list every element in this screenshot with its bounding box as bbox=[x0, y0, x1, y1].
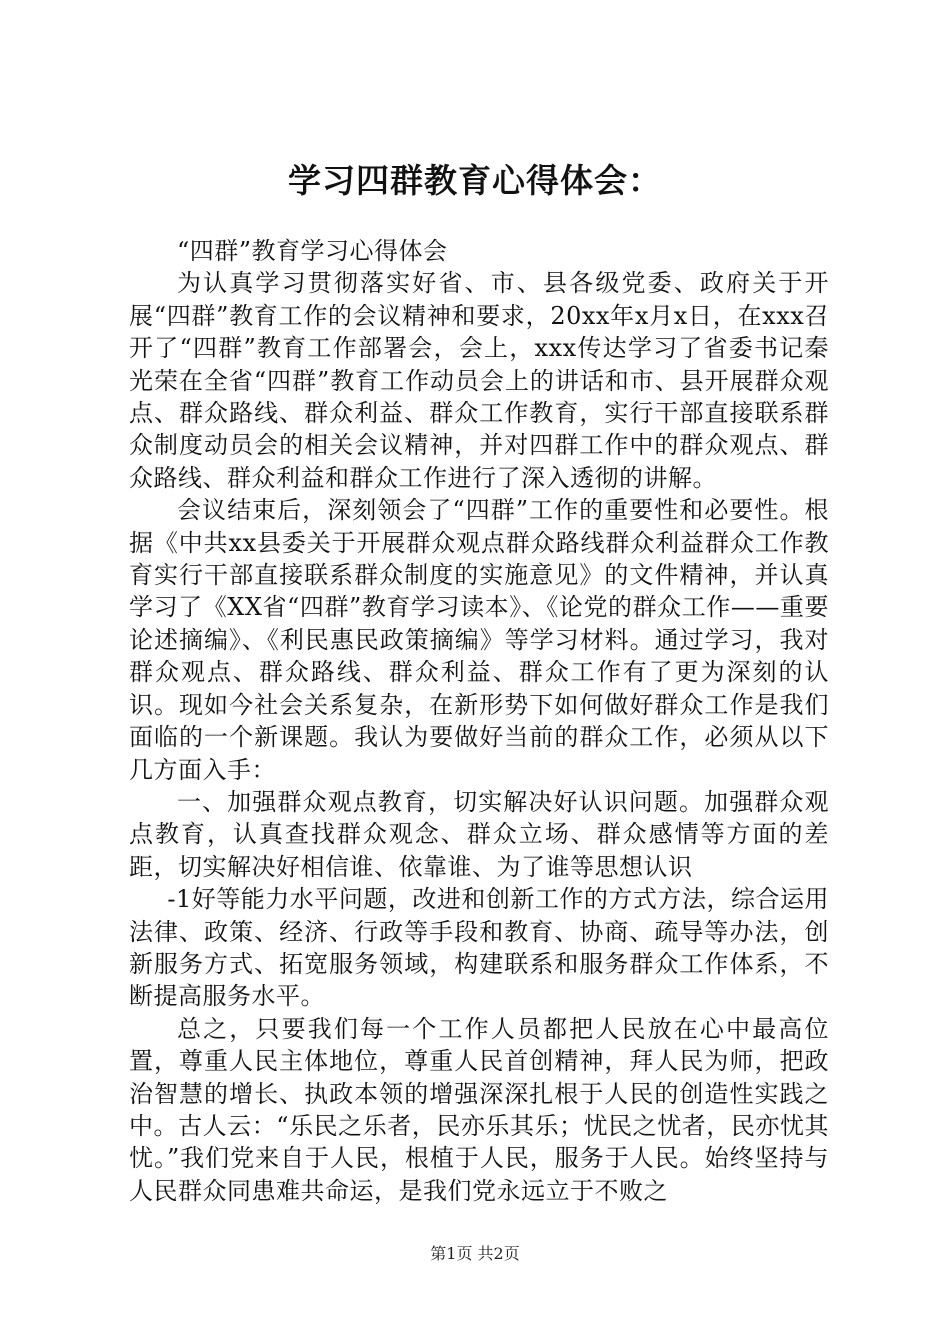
body-paragraph: 总之，只要我们每一个工作人员都把人民放在心中最高位置，尊重人民主体地位，尊重人民首创精神，拜人民为师，把政治智慧的增长、执政本领的增强深深扎根于人民的创造性实践之中。古人云：“乐民之乐者，民亦乐其乐；忧民之忧者，民亦忧其忧。”我们党来自于人民，根植于人民，服务于人民。始终坚持与人民群众同患难共命运，是我们党永远立于不败之 bbox=[129, 1014, 829, 1205]
body-paragraph: 会议结束后，深刻领会了“四群”工作的重要性和必要性。根据《中共xx县委关于开展群众观点群众路线群众利益群众工作教育实行干部直接联系群众制度的实施意见》的文件精神，并认真学习了《XX省“四群”教育学习读本》、《论党的群众工作——重要论述摘编》、《利民惠民政策摘编》等学习材料。通过学习，我对群众观点、群众路线、群众利益、群众工作有了更为深刻的认识。现如今社会关系复杂，在新形势下如何做好群众工作是我们面临的一个新课题。我认为要做好当前的群众工作，必须从以下几方面入手： bbox=[129, 496, 829, 784]
subtitle-paragraph: “四群”教育学习心得体会 bbox=[177, 237, 448, 265]
document-title: 学习四群教育心得体会： bbox=[288, 161, 662, 200]
body-paragraph: 一、加强群众观点教育，切实解决好认识问题。加强群众观点教育，认真查找群众观念、群众立场、群众感情等方面的差距，切实解决好相信谁、依靠谁、为了谁等思想认识 bbox=[129, 787, 829, 881]
document-body bbox=[129, 235, 829, 1207]
page-number-footer: 第1页 共2页 bbox=[430, 1244, 520, 1263]
body-paragraph: 为认真学习贯彻落实好省、市、县各级党委、政府关于开展“四群”教育工作的会议精神和要求，20xx年x月x日，在xxx召开了“四群”教育工作部署会，会上，xxx传达学习了省委书记秦光荣在全省“四群”教育工作动员会上的讲话和市、县开展群众观点、群众路线、群众利益、群众工作教育，实行干部直接联系群众制度动员会的相关会议精神，并对四群工作中的群众观点、群众路线、群众利益和群众工作进行了深入透彻的讲解。 bbox=[129, 269, 829, 492]
body-paragraph: -1好等能力水平问题，改进和创新工作的方式方法，综合运用法律、政策、经济、行政等手段和教育、协商、疏导等办法，创新服务方式、拓宽服务领域，构建联系和服务群众工作体系，不断提高服务水平。 bbox=[129, 885, 829, 1011]
